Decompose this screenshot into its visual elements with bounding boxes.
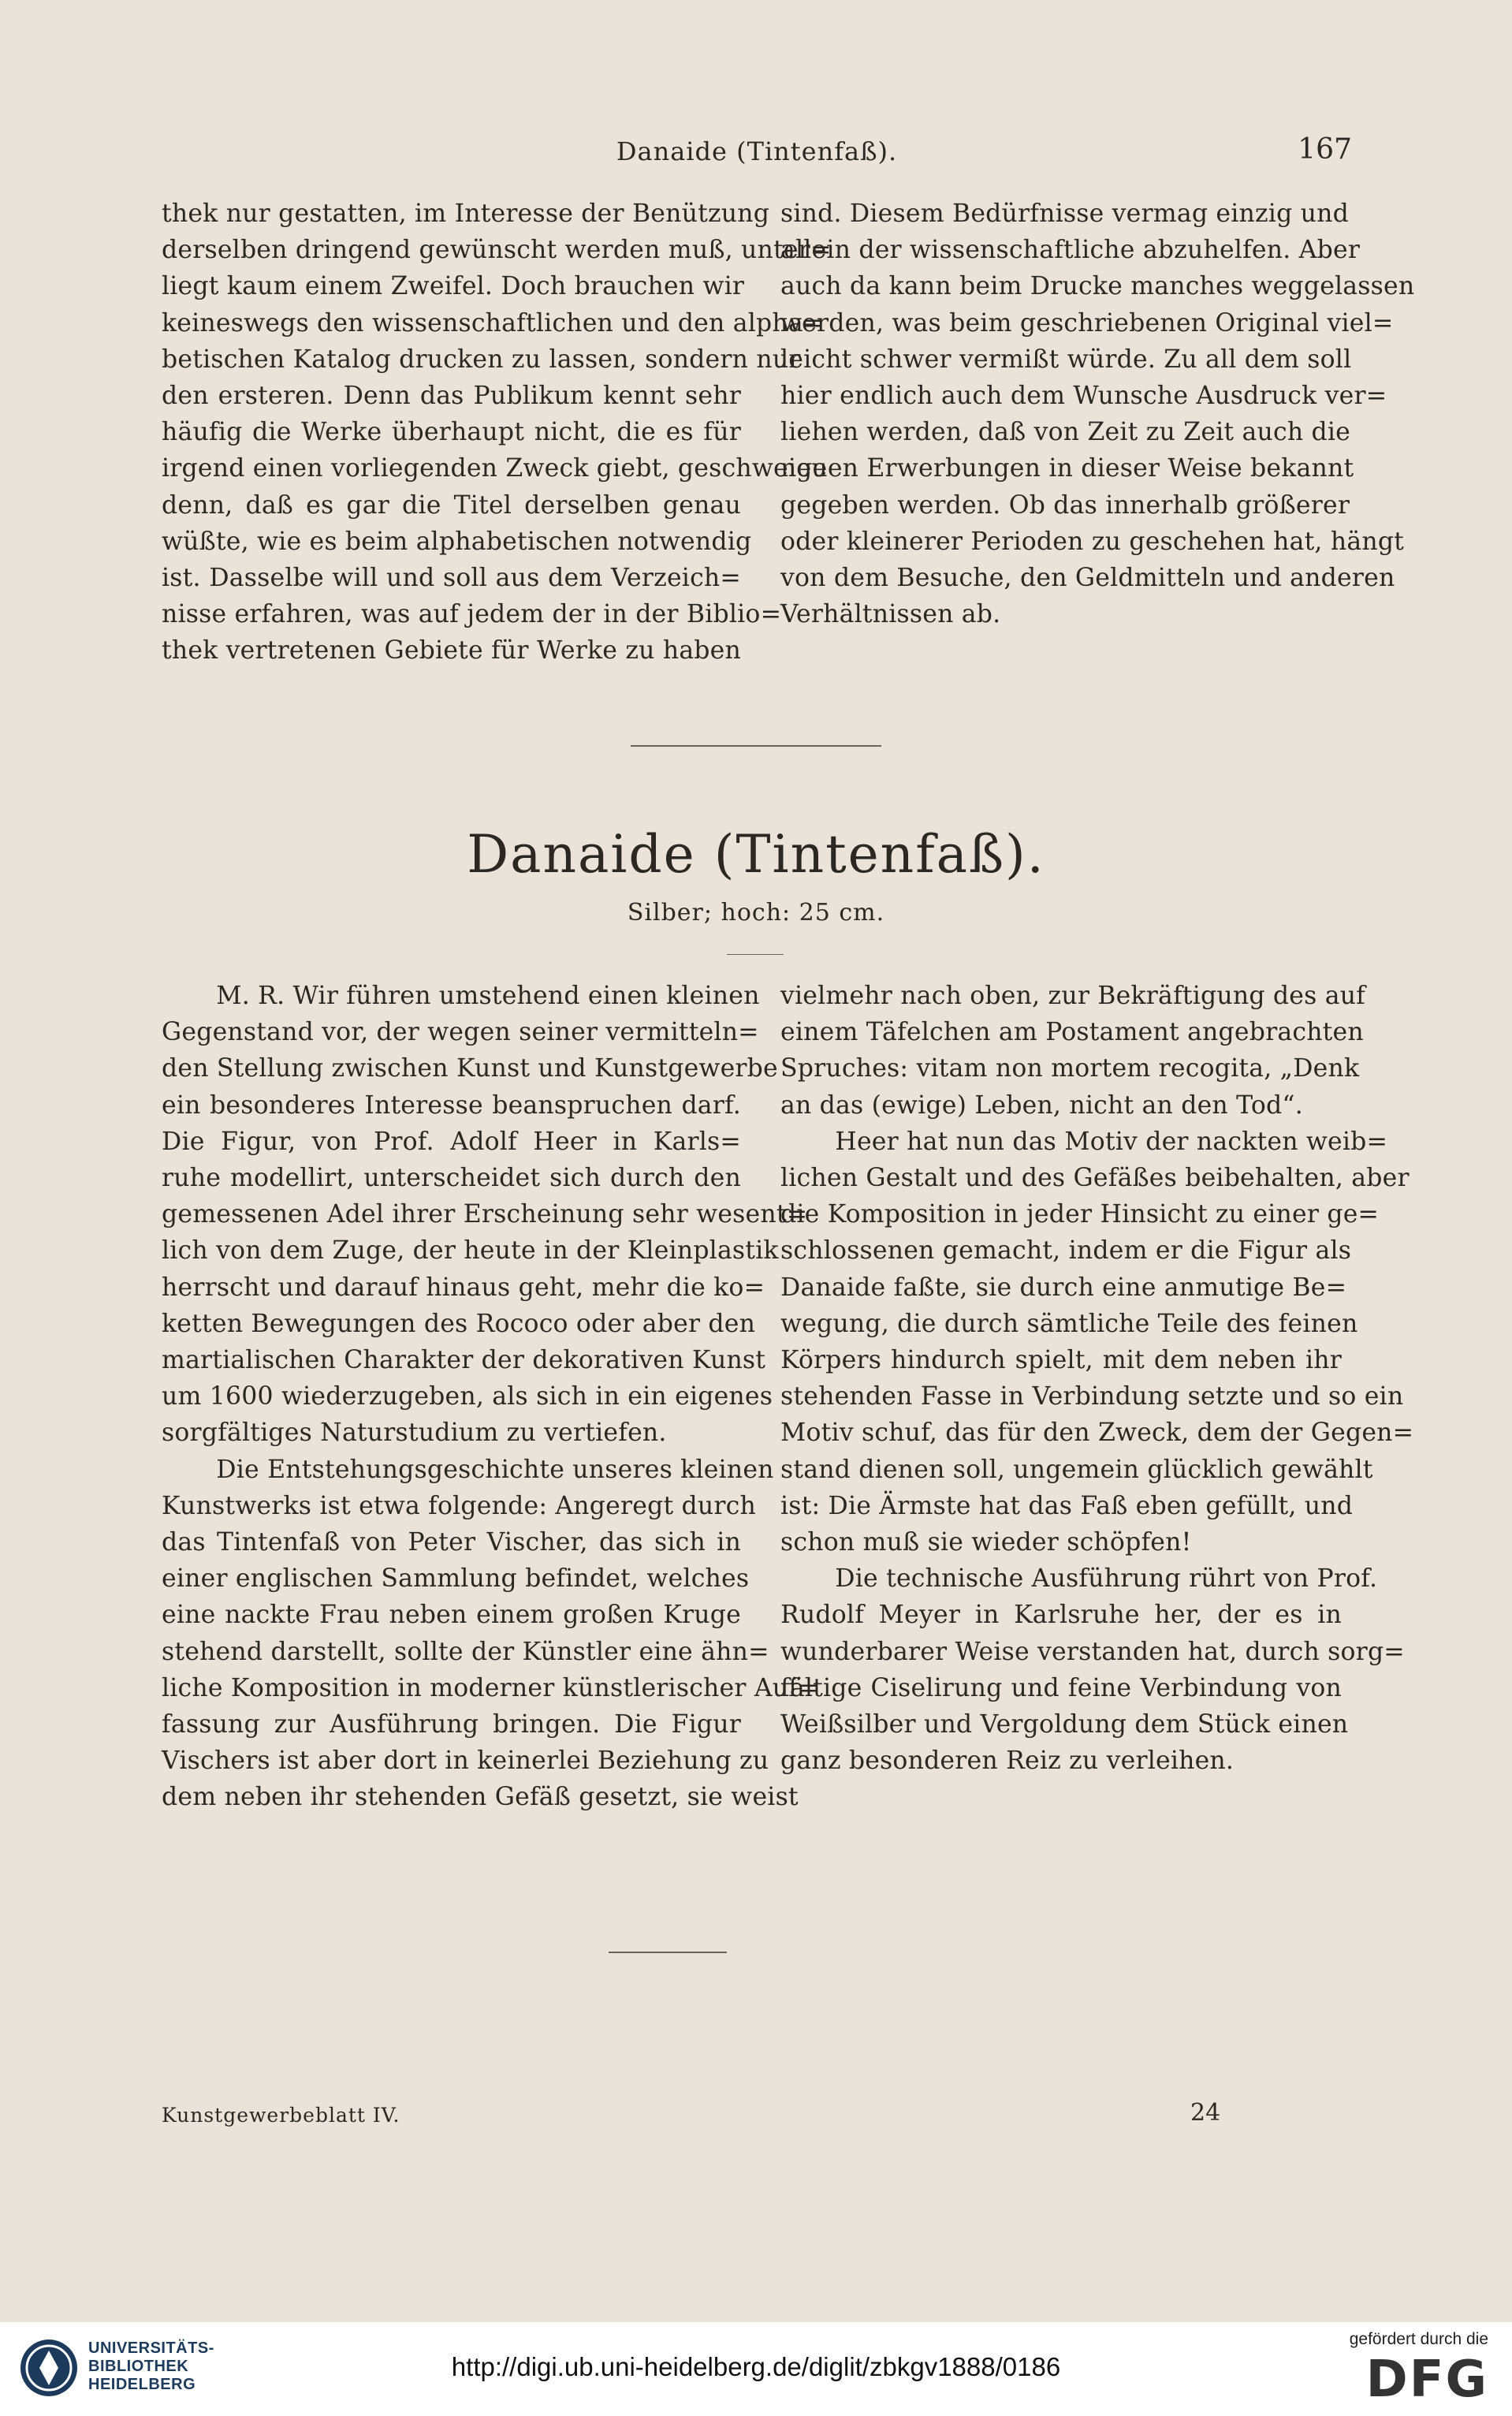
institution-line: BIBLIOTHEK — [88, 2358, 189, 2375]
text-line: den ersteren. Denn das Publikum kennt sehr — [162, 382, 741, 411]
text-line: dem neben ihr stehenden Gefäß gesetzt, sie weist — [162, 1783, 799, 1812]
text-line: häufig die Werke überhaupt nicht, die es für — [162, 418, 741, 447]
text-line: die Komposition in jeder Hinsicht zu einer ge= — [780, 1200, 1380, 1229]
text-line: sorgfältiges Naturstudium zu vertiefen. — [162, 1419, 667, 1448]
bottom-left-column — [162, 978, 819, 1816]
text-line: vielmehr nach oben, zur Bekräftigung des auf — [780, 982, 1366, 1010]
text-line: lichen Gestalt und des Gefäßes beibehalten, aber — [780, 1164, 1410, 1193]
text-line: lich von dem Zuge, der heute in der Kleinplastik — [162, 1236, 779, 1266]
bottom-right-column — [780, 978, 1414, 1779]
institution-line: HEIDELBERG — [88, 2376, 196, 2393]
text-line: von dem Besuche, den Geldmitteln und anderen — [780, 564, 1395, 593]
text-line: liche Komposition in moderner künstlerischer Auf= — [162, 1673, 819, 1702]
text-line: Spruches: vitam non mortem recogita, „Denk — [780, 1054, 1360, 1083]
institution-line: UNIVERSITÄTS- — [88, 2340, 214, 2357]
text-line: hier endlich auch dem Wunsche Ausdruck ver= — [780, 382, 1387, 411]
text-line: Kunstwerks ist etwa folgende: Angeregt durch — [162, 1491, 756, 1520]
text-line: oder kleinerer Perioden zu geschehen hat, hängt — [780, 527, 1405, 556]
page-number: 167 — [1298, 133, 1352, 166]
text-line: thek nur gestatten, im Interesse der Benützung — [162, 199, 770, 228]
text-line: stehenden Fasse in Verbindung setzte und so ein — [780, 1382, 1404, 1411]
text-line: um 1600 wiederzugeben, als sich in ein eigenes — [162, 1382, 773, 1411]
text-line: stehend darstellt, sollte der Künstler eine ähn= — [162, 1637, 769, 1666]
text-line: Danaide faßte, sie durch eine anmutige Be= — [780, 1273, 1347, 1302]
text-line: eine nackte Frau neben einem großen Kruge — [162, 1601, 741, 1630]
end-divider — [609, 1952, 727, 1953]
text-line: keineswegs den wissenschaftlichen und den alpha= — [162, 308, 825, 337]
text-line: liegt kaum einem Zweifel. Doch brauchen wir — [162, 272, 745, 301]
text-line: Heer hat nun das Motiv der nackten weib= — [835, 1127, 1388, 1156]
text-line: schon muß sie wieder schöpfen! — [780, 1528, 1192, 1557]
funded-by-label: gefördert durch die — [1349, 2330, 1488, 2348]
text-line: herrscht und darauf hinaus geht, mehr die ko= — [162, 1273, 765, 1302]
text-line: sind. Diesem Bedürfnisse vermag einzig und — [780, 199, 1349, 228]
text-line: fältige Ciselirung und feine Verbindung von — [780, 1673, 1342, 1702]
text-line: den Stellung zwischen Kunst und Kunstgewerbe — [162, 1054, 778, 1083]
text-line: stand dienen soll, ungemein glücklich gewählt — [780, 1455, 1373, 1484]
text-line: werden, was beim geschriebenen Original viel= — [780, 308, 1394, 337]
text-line: allein der wissenschaftliche abzuhelfen. Aber — [780, 236, 1361, 265]
text-line: das Tintenfaß von Peter Vischer, das sich in — [162, 1528, 741, 1557]
text-line: Gegenstand vor, der wegen seiner vermitteln= — [162, 1018, 759, 1047]
text-line: betischen Katalog drucken zu lassen, sondern nur — [162, 345, 801, 374]
text-line: Rudolf Meyer in Karlsruhe her, der es in — [780, 1601, 1342, 1630]
text-line: M. R. Wir führen umstehend einen kleinen — [216, 982, 760, 1010]
text-line: Verhältnissen ab. — [780, 600, 1001, 629]
dfg-logo: DFG — [1365, 2351, 1488, 2409]
text-line: leicht schwer vermißt würde. Zu all dem soll — [780, 345, 1352, 374]
text-line: einer englischen Sammlung befindet, welches — [162, 1564, 750, 1594]
title-underline — [727, 954, 784, 955]
section-divider — [631, 745, 881, 747]
text-line: neuen Erwerbungen in dieser Weise bekannt — [780, 454, 1354, 483]
text-line: liehen werden, daß von Zeit zu Zeit auch die — [780, 418, 1350, 447]
text-line: wegung, die durch sämtliche Teile des feinen — [780, 1309, 1358, 1338]
footer-journal: Kunstgewerbeblatt IV. — [162, 2104, 400, 2127]
text-line: ganz besonderen Reiz zu verleihen. — [780, 1747, 1235, 1776]
text-line: irgend einen vorliegenden Zweck giebt, geschweige — [162, 454, 828, 483]
article-title: Danaide (Tintenfaß). — [467, 824, 1045, 885]
text-line: nisse erfahren, was auf jedem der in der Biblio= — [162, 600, 782, 629]
text-line: wunderbarer Weise verstanden hat, durch sorg= — [780, 1637, 1405, 1666]
text-line: schlossenen gemacht, indem er die Figur als — [780, 1236, 1352, 1266]
text-line: ketten Bewegungen des Rococo oder aber den — [162, 1309, 756, 1338]
text-line: ist. Dasselbe will und soll aus dem Verzeich= — [162, 564, 741, 593]
text-line: ist: Die Ärmste hat das Faß eben gefüllt, und — [780, 1491, 1354, 1520]
text-line: an das (ewige) Leben, nicht an den Tod“. — [780, 1091, 1303, 1120]
text-line: Körpers hindurch spielt, mit dem neben ihr — [780, 1346, 1342, 1375]
text-line: auch da kann beim Drucke manches weggelassen — [780, 272, 1415, 301]
text-line: Weißsilber und Vergoldung dem Stück einen — [780, 1710, 1349, 1739]
text-line: Die Figur, von Prof. Adolf Heer in Karls= — [162, 1127, 741, 1156]
top-right-column — [780, 196, 1415, 632]
footer-signature: 24 — [1190, 2099, 1221, 2127]
text-line: Vischers ist aber dort in keinerlei Beziehung zu — [162, 1747, 769, 1776]
text-line: ein besonderes Interesse beanspruchen darf. — [162, 1091, 741, 1120]
text-line: denn, daß es gar die Titel derselben genau — [162, 490, 741, 520]
article-subtitle: Silber; hoch: 25 cm. — [627, 899, 885, 927]
text-line: Motiv schuf, das für den Zweck, dem der Gegen= — [780, 1419, 1414, 1448]
text-line: thek vertretenen Gebiete für Werke zu haben — [162, 636, 741, 666]
text-line: fassung zur Ausführung bringen. Die Figur — [162, 1710, 741, 1739]
text-line: martialischen Charakter der dekorativen Kunst — [162, 1346, 766, 1375]
running-header — [154, 130, 1360, 177]
text-line: einem Täfelchen am Postament angebrachten — [780, 1018, 1364, 1047]
text-line: derselben dringend gewünscht werden muß, unter= — [162, 236, 832, 265]
permalink-url[interactable]: http://digi.ub.uni-heidelberg.de/diglit/zbkgv1888/0186 — [451, 2352, 1061, 2381]
text-line: Die Entstehungsgeschichte unseres kleinen — [216, 1455, 774, 1484]
text-line: ruhe modellirt, unterscheidet sich durch den — [162, 1164, 741, 1193]
text-line: gegeben werden. Ob das innerhalb größerer — [780, 490, 1350, 520]
text-line: gemessenen Adel ihrer Erscheinung sehr wesent= — [162, 1200, 808, 1229]
running-title: Danaide (Tintenfaß). — [616, 136, 898, 166]
text-line: Die technische Ausführung rührt von Prof. — [835, 1564, 1378, 1594]
top-left-column — [162, 196, 832, 669]
digitization-footer-bar — [0, 2322, 1512, 2416]
text-line: wüßte, wie es beim alphabetischen notwendig — [162, 527, 752, 556]
